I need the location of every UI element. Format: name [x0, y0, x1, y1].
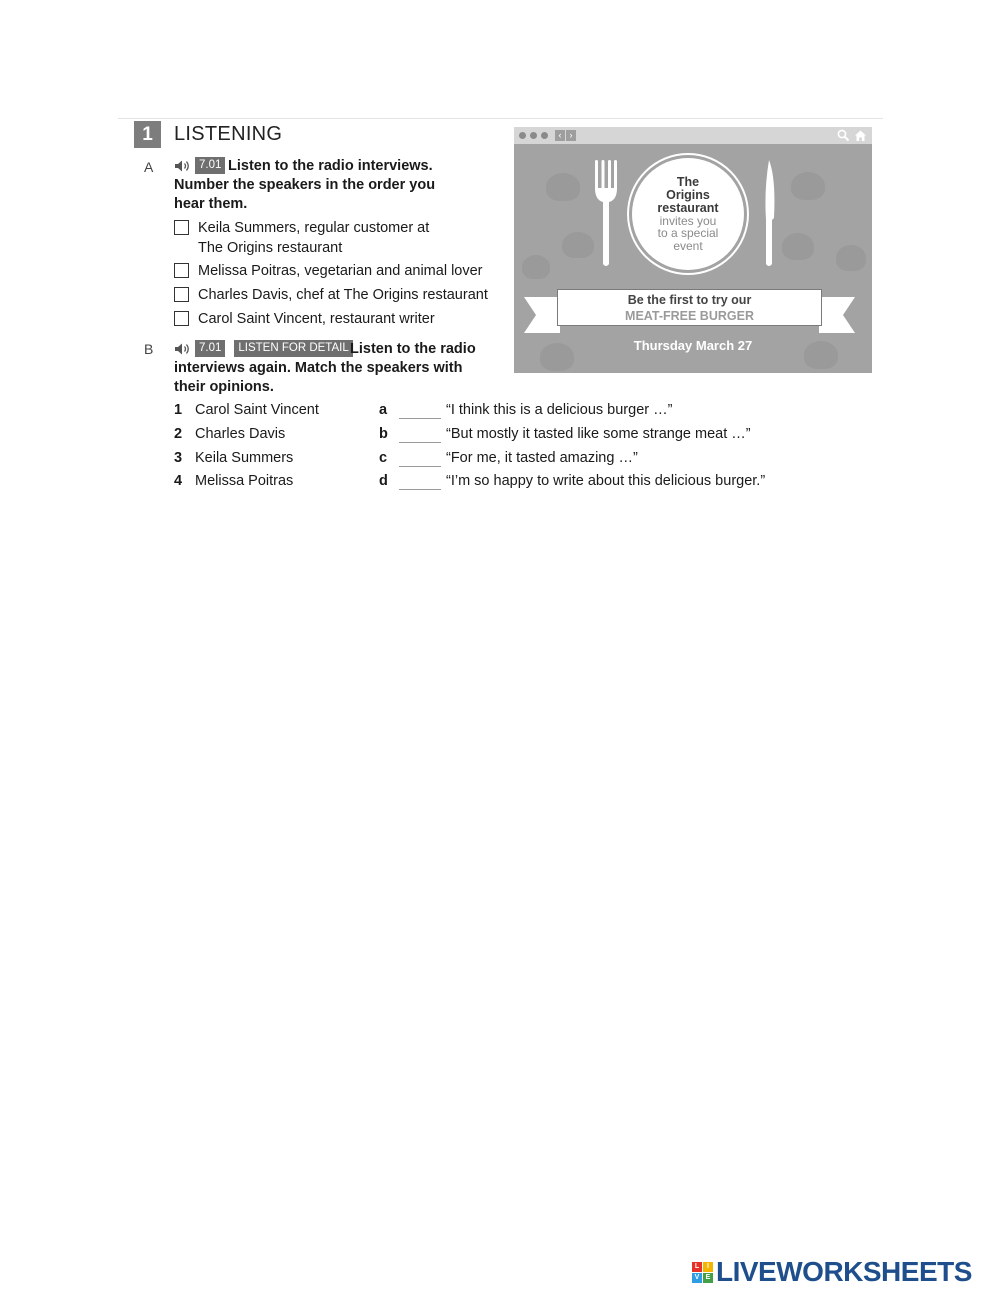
event-date: Thursday March 27: [633, 338, 753, 353]
window-dot: [519, 132, 526, 139]
home-icon: [854, 129, 867, 142]
liveworksheets-logo[interactable]: [692, 1256, 972, 1288]
invite-text: invites you: [659, 213, 717, 228]
answer-blank[interactable]: [399, 466, 441, 467]
speaker-icon[interactable]: [174, 342, 192, 356]
option-row: [174, 309, 435, 329]
skill-tag: LISTEN FOR DETAIL: [234, 340, 352, 357]
logo-badge: L I V E: [692, 1262, 713, 1283]
opinion-letter: c: [379, 450, 388, 466]
option-text: Keila Summers, regular customer at: [198, 220, 430, 236]
order-checkbox[interactable]: [174, 311, 189, 326]
speaker-number: 2: [174, 426, 183, 442]
top-divider: [118, 118, 883, 119]
restaurant-advert: [514, 127, 872, 373]
option-row: [174, 218, 429, 258]
fork-icon: [592, 160, 620, 268]
invite-title: Origins: [666, 187, 710, 202]
track-number: 7.01: [195, 157, 225, 174]
burger-pattern-icon: [791, 172, 825, 200]
part-a-audio[interactable]: [174, 157, 225, 174]
speaker-name: Carol Saint Vincent: [195, 402, 319, 418]
browser-bar: [514, 127, 872, 144]
section-number: 1: [134, 121, 161, 148]
part-b-instruction-3: their opinions.: [174, 379, 274, 395]
part-a-letter: A: [144, 159, 154, 175]
logo-text: LIVEWORKSHEETS: [716, 1256, 972, 1287]
speaker-name: Keila Summers: [195, 450, 294, 466]
speaker-number: 1: [174, 402, 183, 418]
invite-title: restaurant: [657, 200, 719, 215]
part-b-audio[interactable]: [174, 340, 353, 357]
burger-pattern-icon: [836, 245, 866, 271]
opinion-letter: d: [379, 473, 388, 489]
answer-blank[interactable]: [399, 418, 441, 419]
section-title: LISTENING: [174, 123, 283, 145]
opinion-quote: “But mostly it tasted like some strange meat …”: [446, 426, 751, 442]
order-checkbox[interactable]: [174, 263, 189, 278]
part-b-letter: B: [144, 341, 154, 357]
search-icon: [837, 129, 850, 142]
part-a-instruction-2: Number the speakers in the order you: [174, 177, 436, 193]
speaker-number: 4: [174, 473, 183, 489]
part-b-instruction-2: interviews again. Match the speakers with: [174, 360, 463, 376]
invite-text: event: [673, 238, 703, 253]
track-number: 7.01: [195, 340, 225, 357]
option-text: The Origins restaurant: [198, 240, 343, 256]
opinion-letter: a: [379, 402, 388, 418]
burger-pattern-icon: [782, 233, 814, 260]
speaker-icon[interactable]: [174, 159, 192, 173]
option-row: [174, 285, 488, 305]
part-a-instruction-3: hear them.: [174, 196, 248, 212]
order-checkbox[interactable]: [174, 220, 189, 235]
speaker-name: Charles Davis: [195, 426, 286, 442]
forward-icon: ›: [566, 130, 576, 141]
part-a-instruction-1: Listen to the radio interviews.: [228, 158, 433, 174]
ribbon-tail-right: [819, 295, 855, 335]
speaker-name: Melissa Poitras: [195, 473, 294, 489]
answer-blank[interactable]: [399, 442, 441, 443]
option-text: Carol Saint Vincent, restaurant writer: [198, 311, 435, 327]
event-banner: [557, 289, 822, 326]
option-text: Melissa Poitras, vegetarian and animal lover: [198, 263, 483, 279]
answer-blank[interactable]: [399, 489, 441, 490]
opinion-letter: b: [379, 426, 388, 442]
window-dot: [541, 132, 548, 139]
banner-line-2: MEAT-FREE BURGER: [625, 309, 754, 323]
ribbon-tail-left: [524, 295, 560, 335]
speaker-number: 3: [174, 450, 183, 466]
burger-pattern-icon: [546, 173, 580, 201]
opinion-quote: “I think this is a delicious burger …”: [446, 402, 673, 418]
order-checkbox[interactable]: [174, 287, 189, 302]
burger-pattern-icon: [562, 232, 594, 258]
burger-pattern-icon: [522, 255, 550, 279]
invite-text: to a special: [657, 226, 719, 241]
invitation-circle: [632, 158, 744, 270]
banner-line-1: Be the first to try our: [627, 293, 752, 307]
opinion-quote: “For me, it tasted amazing …”: [446, 450, 638, 466]
part-b-instruction-1: Listen to the radio: [350, 341, 476, 357]
window-dot: [530, 132, 537, 139]
back-icon: ‹: [555, 130, 565, 141]
opinion-quote: “I’m so happy to write about this delicious burger.”: [446, 473, 766, 489]
invite-title: The: [676, 174, 700, 189]
option-text: Charles Davis, chef at The Origins restaurant: [198, 287, 488, 303]
option-row: [174, 261, 483, 281]
knife-icon: [761, 160, 777, 268]
